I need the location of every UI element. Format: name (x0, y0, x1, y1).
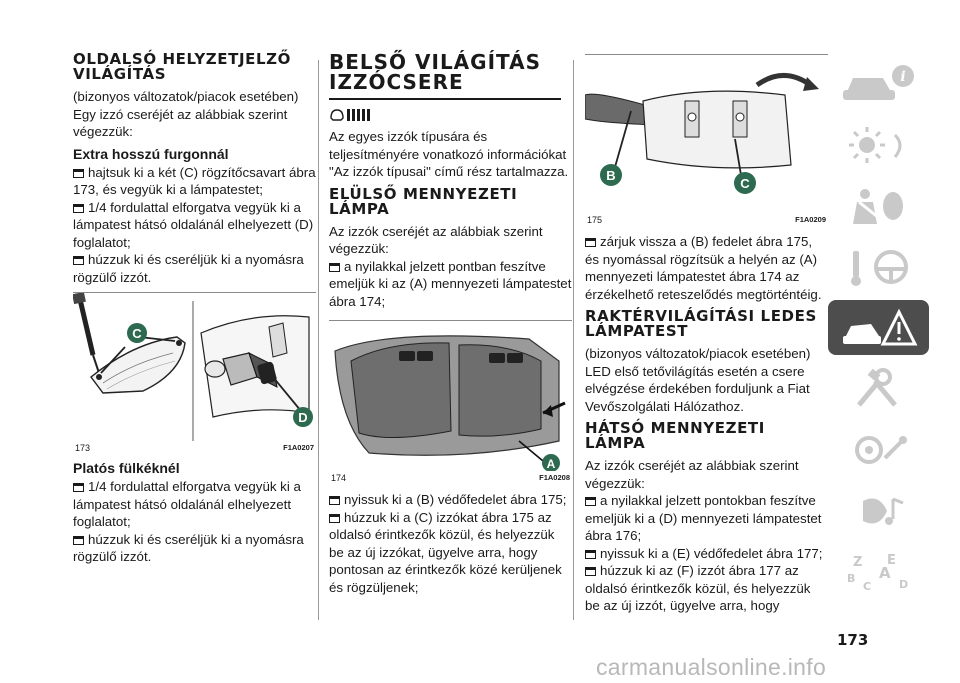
key-steering-icon (839, 245, 919, 289)
svg-text:D: D (898, 577, 908, 591)
chapter-tab-maintenance[interactable] (828, 361, 929, 416)
chapter-tab-index[interactable] (828, 544, 929, 599)
chapter-tab-safety[interactable] (828, 178, 929, 233)
title-underline (329, 98, 561, 100)
figure-code: F1A0209 (795, 215, 826, 224)
chapter-tab-car-info[interactable] (828, 56, 929, 111)
multimedia-icon (839, 489, 919, 533)
figure-173-illustration (73, 293, 316, 441)
svg-text:A: A (878, 563, 891, 582)
figure-code: F1A0207 (283, 443, 314, 452)
figure-174 (329, 320, 572, 483)
step-bullet-icon (585, 497, 596, 506)
svg-text:i: i (899, 68, 906, 85)
step-bullet-icon (73, 536, 84, 545)
body-text: LED első tetővilágítás esetén a csere elvégzése érdekében forduljunk a Fiat Vevőszolgálati Hálózathoz. (585, 363, 810, 414)
step-item: húzzuk ki az (F) izzót ábra 177 az oldalsó érintkezők közül, és helyezzük be az új izzót, ügyelve arra, hogy (585, 563, 811, 613)
column-3 (585, 52, 828, 619)
intro-text: Az egyes izzók típusára és teljesítményére vonatkozó információkat "Az izzók típusai" című rész tartalmazza. (329, 129, 569, 179)
figure-caption (585, 213, 828, 225)
figure-173 (73, 292, 316, 453)
intro-text: Az izzók cseréjét az alábbiak szerint végezzük: (585, 458, 799, 491)
step-item: 1/4 fordulattal elforgatva vegyük ki a lámpatest hátsó oldalánál elhelyezett (D) foglalatot; (73, 199, 314, 250)
column-2 (329, 52, 572, 600)
step-item: hajtsuk ki a két (C) rögzítőcsavart ábra 173, és vegyük ki a lámpatestet; (73, 164, 316, 197)
section-title-cargo-led: RAKTÉRVILÁGÍTÁSI LEDES LÁMPATEST (585, 307, 817, 340)
section-title-rear-roof-lamp: HÁTSÓ MENNYEZETI LÁMPA (585, 419, 765, 452)
svg-text:B: B (606, 168, 616, 183)
step-bullet-icon (329, 263, 340, 272)
paren-text: (bizonyos változatok/piacok esetében) (585, 346, 811, 361)
chapter-tab-starting[interactable] (828, 239, 929, 294)
intro-paren: (bizonyos változatok/piacok esetében) (73, 89, 299, 104)
svg-text:C: C (862, 579, 871, 593)
intro-text: Egy izzó cseréjét az alábbiak szerint végezzük: (73, 106, 288, 139)
subheading-extra-long-van: Extra hosszú furgonnál (73, 145, 229, 162)
column-divider (318, 60, 319, 620)
step-bullet-icon (73, 256, 84, 265)
step-bullet-icon (73, 483, 84, 492)
figure-code: F1A0208 (539, 473, 570, 482)
step-bullet-icon (585, 238, 596, 247)
page-number: 173 (837, 631, 869, 649)
car-info-icon (839, 62, 919, 106)
intro-text: Az izzók cseréjét az alábbiak szerint végezzük: (329, 223, 543, 256)
svg-text:A: A (546, 457, 556, 471)
section-title-front-roof-lamp: ELÜLSŐ MENNYEZETI LÁMPA (329, 184, 518, 218)
bulb-reference-icon (329, 106, 373, 124)
step-item: 1/4 fordulattal elforgatva vegyük ki a lámpatest hátsó oldalánál elhelyezett foglalatot; (73, 479, 301, 529)
chapter-tab-multimedia[interactable] (828, 483, 929, 538)
step-bullet-icon (73, 204, 84, 213)
emergency-breakdown-icon (839, 306, 919, 350)
step-item: a nyilakkal jelzett pontokban feszítve emeljük ki a (D) mennyezeti lámpatestet ábra 176; (585, 493, 822, 543)
svg-text:B: B (846, 571, 855, 585)
figure-number: 174 (331, 473, 347, 483)
figure-caption (73, 441, 316, 453)
watermark: carmanualsonline.info (596, 654, 827, 680)
step-bullet-icon (585, 567, 596, 576)
chapter-sidebar (828, 56, 929, 605)
figure-number: 173 (75, 443, 91, 453)
technical-data-icon (839, 428, 919, 472)
svg-text:C: C (132, 326, 142, 341)
svg-text:D: D (298, 410, 308, 425)
figure-175 (585, 54, 828, 225)
figure-174-illustration (329, 321, 572, 471)
step-item: húzzuk ki és cseréljük ki a nyomásra rögzülő izzót. (73, 531, 304, 564)
dashboard-lights-icon (839, 123, 919, 167)
column-1 (73, 52, 316, 570)
figure-caption (329, 471, 572, 483)
chapter-tab-emergency[interactable] (828, 300, 929, 355)
figure-number: 175 (587, 215, 603, 225)
step-item: nyissuk ki a (B) védőfedelet ábra 175; (329, 491, 572, 509)
section-title-interior-lighting: BELSŐ VILÁGÍTÁS IZZÓCSERE (329, 50, 541, 94)
step-bullet-icon (329, 496, 340, 505)
svg-text:C: C (740, 176, 750, 191)
step-item: nyissuk ki a (E) védőfedelet ábra 177; (585, 545, 828, 563)
step-bullet-icon (585, 550, 596, 559)
step-item: a nyilakkal jelzett pontban feszítve emeljük ki az (A) mennyezeti lámpatestet ábra 174; (329, 258, 572, 309)
maintenance-tools-icon (839, 367, 919, 411)
chapter-tab-technical-data[interactable] (828, 422, 929, 477)
airbag-safety-icon (839, 184, 919, 228)
index-letters-icon (839, 550, 919, 594)
column-divider (573, 60, 574, 620)
step-bullet-icon (73, 169, 84, 178)
svg-text:E: E (886, 552, 896, 568)
step-item: húzzuk ki és cseréljük ki a nyomásra rögzülő izzót. (73, 252, 304, 285)
chapter-tab-dashboard[interactable] (828, 117, 929, 172)
figure-175-illustration (585, 55, 828, 213)
svg-text:Z: Z (852, 554, 862, 570)
step-item: zárjuk vissza a (B) fedelet ábra 175, és nyomással rögzítsük a helyén az (A) mennyezeti lámpatestet ábra 174 az érzékelhető reteszelődés megtörténtéig. (585, 234, 822, 302)
section-title-side-marker: OLDALSÓ HELYZETJELZŐ VILÁGÍTÁS (73, 50, 291, 83)
step-item: húzzuk ki a (C) izzókat ábra 175 az oldalsó érintkezők közül, és helyezzük be az új izzókat, ügyelve arra, hogy pontosan az érintkezők közé kerüljenek és rögzüljenek; (329, 509, 562, 595)
step-bullet-icon (329, 514, 340, 523)
subheading-platform-cab: Platós fülkéknél (73, 460, 180, 476)
